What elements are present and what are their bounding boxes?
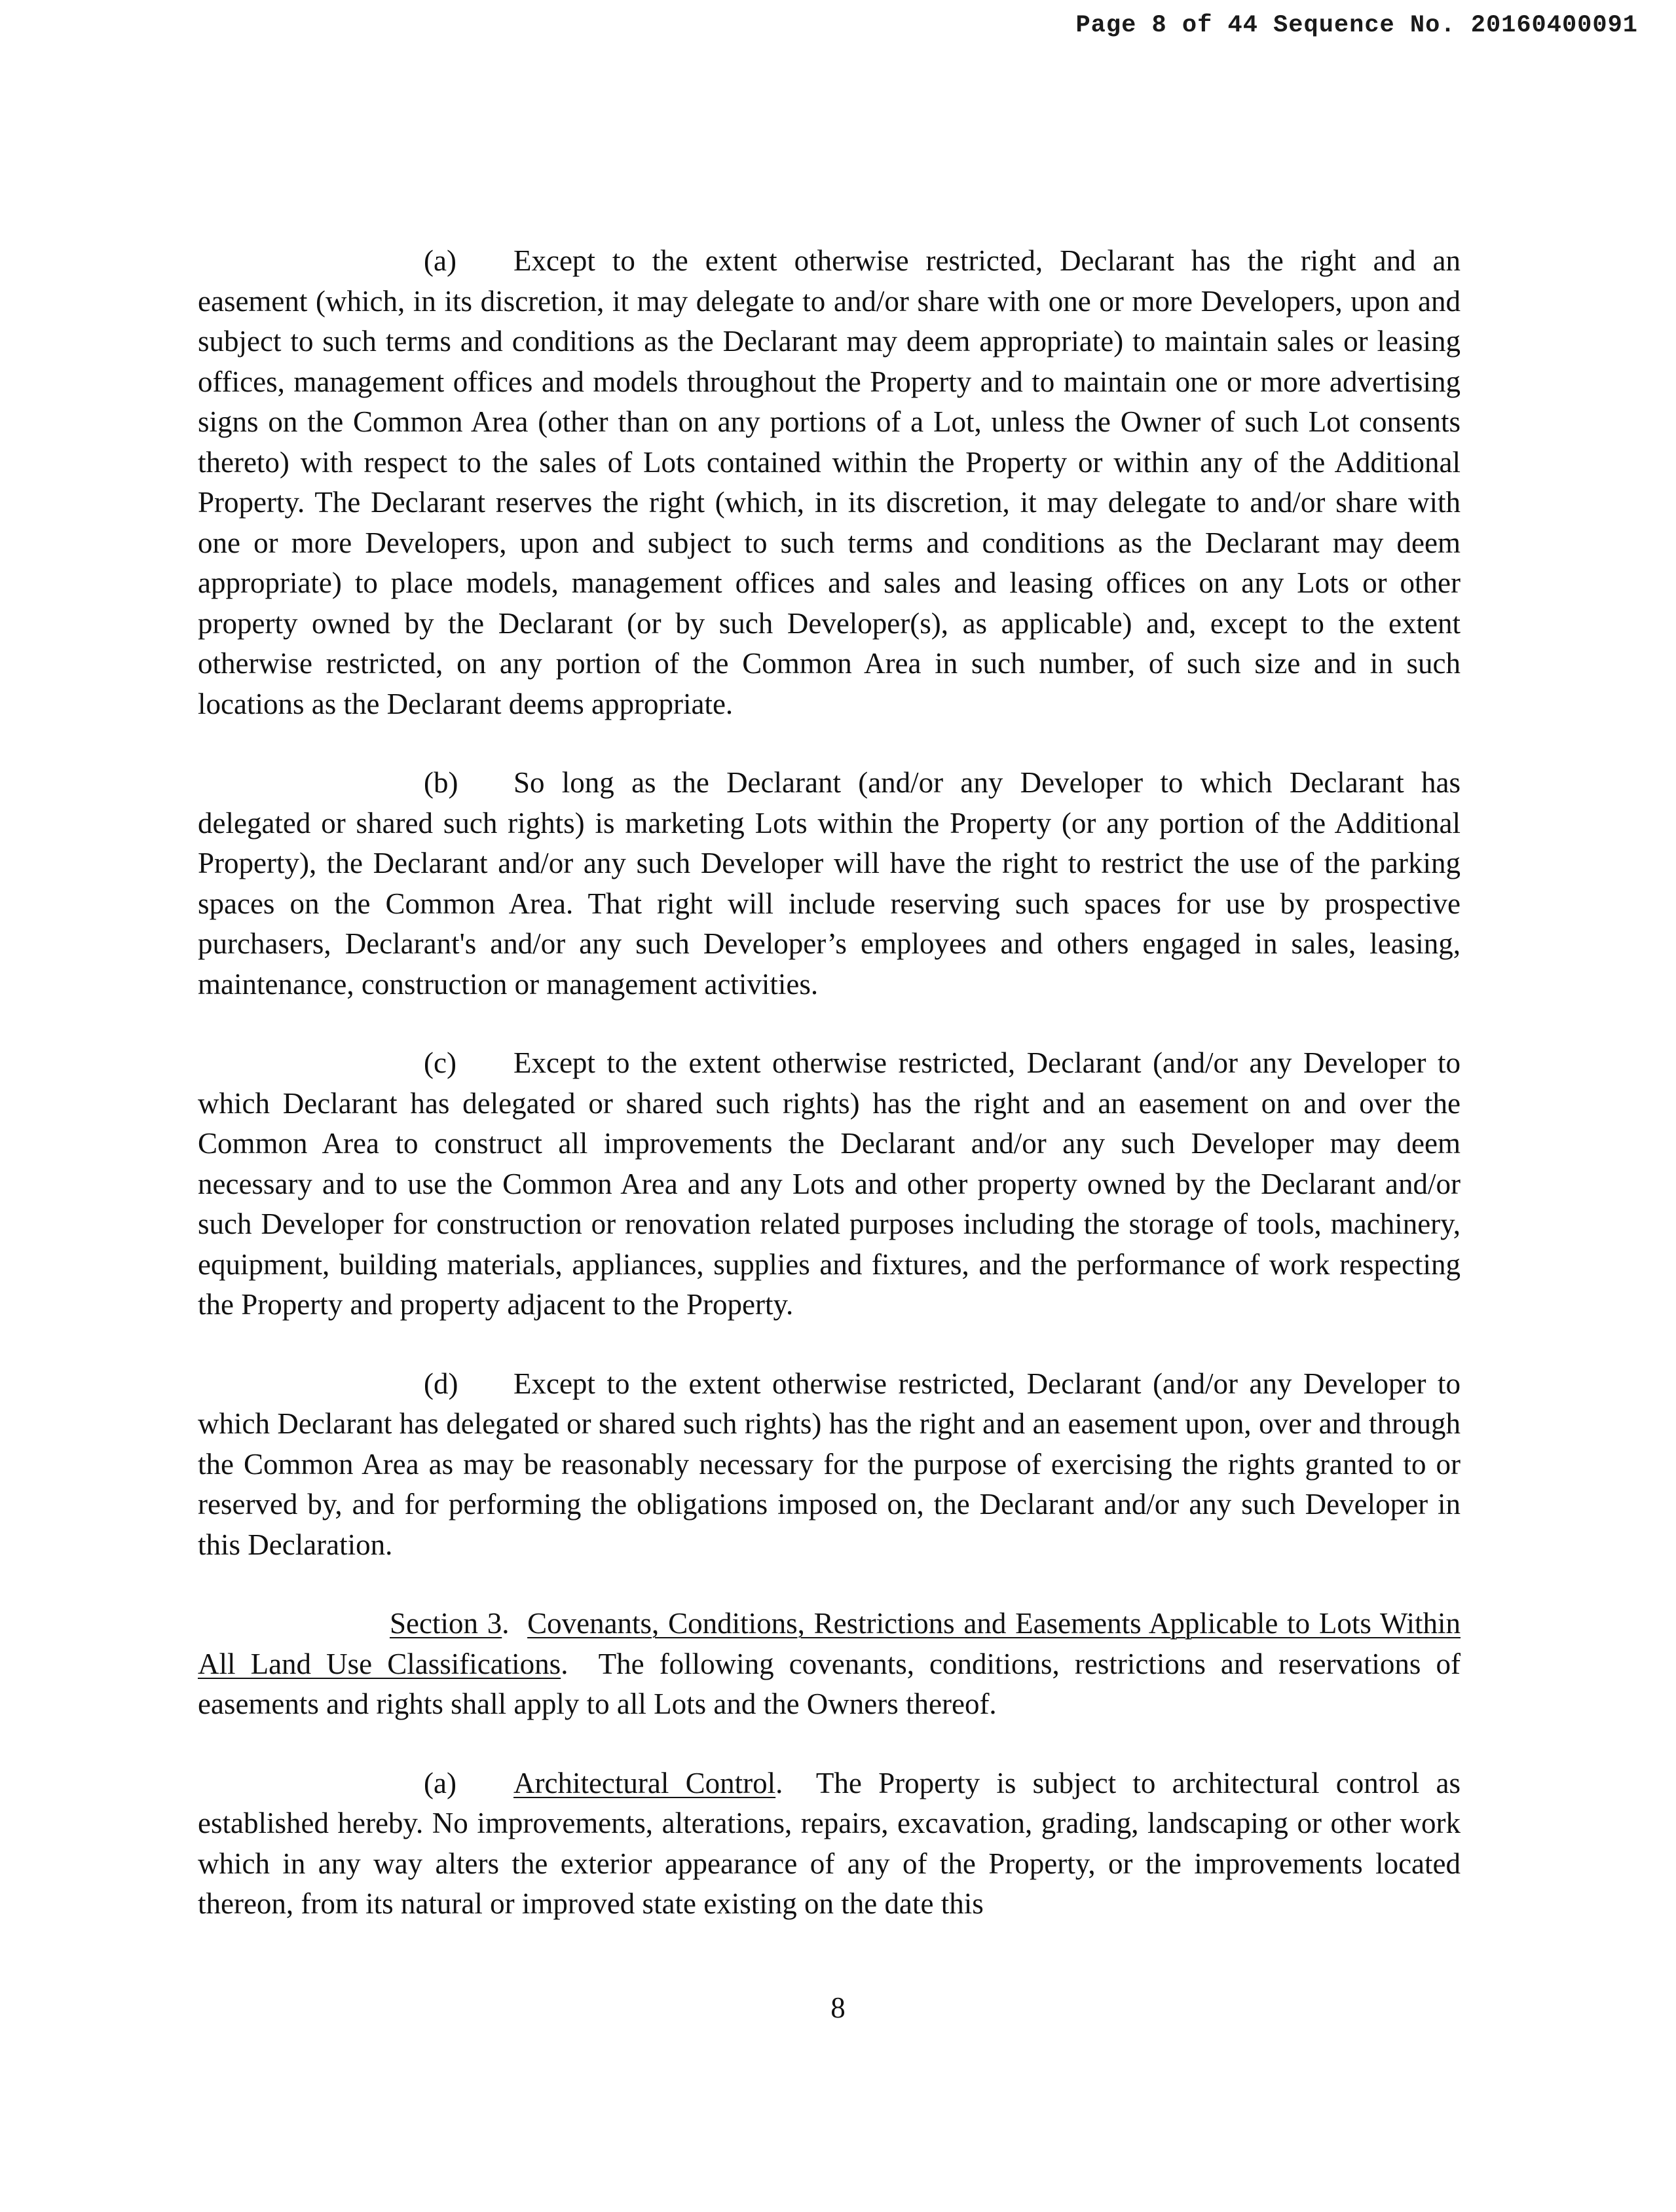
paragraph-text: So long as the Declarant (and/or any Developer to which Declarant has delegated or shared such rights) is marketing Lots within the Property (or any portion of the Additional Property), the Declarant and/or any such Developer will have the right to restrict the use of the parking spaces on the Common Area. That right will include reserving such spaces for use by prospective purchasers, Declarant's and/or any such Developer’s employees and others engaged in sales, leasing, maintenance, construction or management activities.: [198, 766, 1461, 1001]
document-body: [198, 241, 1461, 1963]
paragraph-b: [198, 763, 1461, 1005]
section-title: Covenants, Conditions, Restrictions and Easements Applicable to Lots Within All Land Use Classifications: [198, 1607, 1461, 1680]
section-heading: Section 3: [390, 1607, 502, 1640]
page-sequence-stamp: Page 8 of 44 Sequence No. 20160400091: [1075, 12, 1638, 39]
section-3: Section 3. Covenants, Conditions, Restrictions and Easements Applicable to Lots Within All Land Use Classifications. The following covenants, conditions, restrictions and reservations of easements and rights shall apply to all Lots and the Owners thereof.: [198, 1607, 1461, 1720]
paragraph-label: (a): [424, 1766, 456, 1799]
paragraph-label: (c): [424, 1046, 456, 1079]
subsection-title: Architectural Control: [513, 1766, 776, 1799]
section-text: The following covenants, conditions, restrictions and reservations of easements and rights shall apply to all Lots and the Owners thereof.: [198, 1647, 1461, 1720]
paragraph-a: [198, 241, 1461, 724]
section-3-paragraph-a: (a) Architectural Control. The Property is subject to architectural control as established hereby. No improvements, alterations, repairs, excavation, grading, landscaping or other work which in any way alters the exterior appearance of any of the Property, or the improvements located thereon, from its natural or improved state existing on the date this: [198, 1763, 1461, 1925]
paragraph-d: [198, 1364, 1461, 1566]
paragraph-text: Except to the extent otherwise restricted, Declarant has the right and an easement (which, in its discretion, it may delegate to and/or share with one or more Developers, upon and subject to such terms and conditions as the Declarant may deem appropriate) to maintain sales or leasing offices, management offices and models throughout the Property and to maintain one or more advertising signs on the Common Area (other than on any portions of a Lot, unless the Owner of such Lot consents thereto) with respect to the sales of Lots contained within the Property or within any of the Additional Property. The Declarant reserves the right (which, in its discretion, it may delegate to and/or share with one or more Developers, upon and subject to such terms and conditions as the Declarant may deem appropriate) to place models, management offices and sales and leasing offices on any Lots or other property owned by the Declarant (or by such Developer(s), as applicable) and, except to the extent otherwise restricted, on any portion of the Common Area in such number, of such size and in such locations as the Declarant deems appropriate.: [198, 244, 1461, 720]
paragraph-text: Except to the extent otherwise restricted, Declarant (and/or any Developer to which Declarant has delegated or shared such rights) has the right and an easement on and over the Common Area to construct all improvements the Declarant and/or any such Developer may deem necessary and to use the Common Area and any Lots and other property owned by the Declarant and/or such Developer for construction or renovation related purposes including the storage of tools, machinery, equipment, building materials, appliances, supplies and fixtures, and the performance of work respecting the Property and property adjacent to the Property.: [198, 1046, 1461, 1321]
paragraph-label: (d): [424, 1367, 458, 1400]
paragraph-label: (b): [424, 766, 458, 799]
paragraph-c: [198, 1043, 1461, 1325]
paragraph-text: Except to the extent otherwise restricted, Declarant (and/or any Developer to which Declarant has delegated or shared such rights) has the right and an easement upon, over and through the Common Area as may be reasonably necessary for the purpose of exercising the rights granted to or reserved by, and for performing the obligations imposed on, the Declarant and/or any such Developer in this Declaration.: [198, 1367, 1461, 1561]
paragraph-text: The Property is subject to architectural control as established hereby. No improvements, alterations, repairs, excavation, grading, landscaping or other work which in any way alters the exterior appearance of any of the Property, or the improvements located thereon, from its natural or improved state existing on the date this: [198, 1766, 1461, 1920]
page-number: 8: [830, 1991, 846, 2024]
paragraph-label: (a): [424, 244, 456, 277]
